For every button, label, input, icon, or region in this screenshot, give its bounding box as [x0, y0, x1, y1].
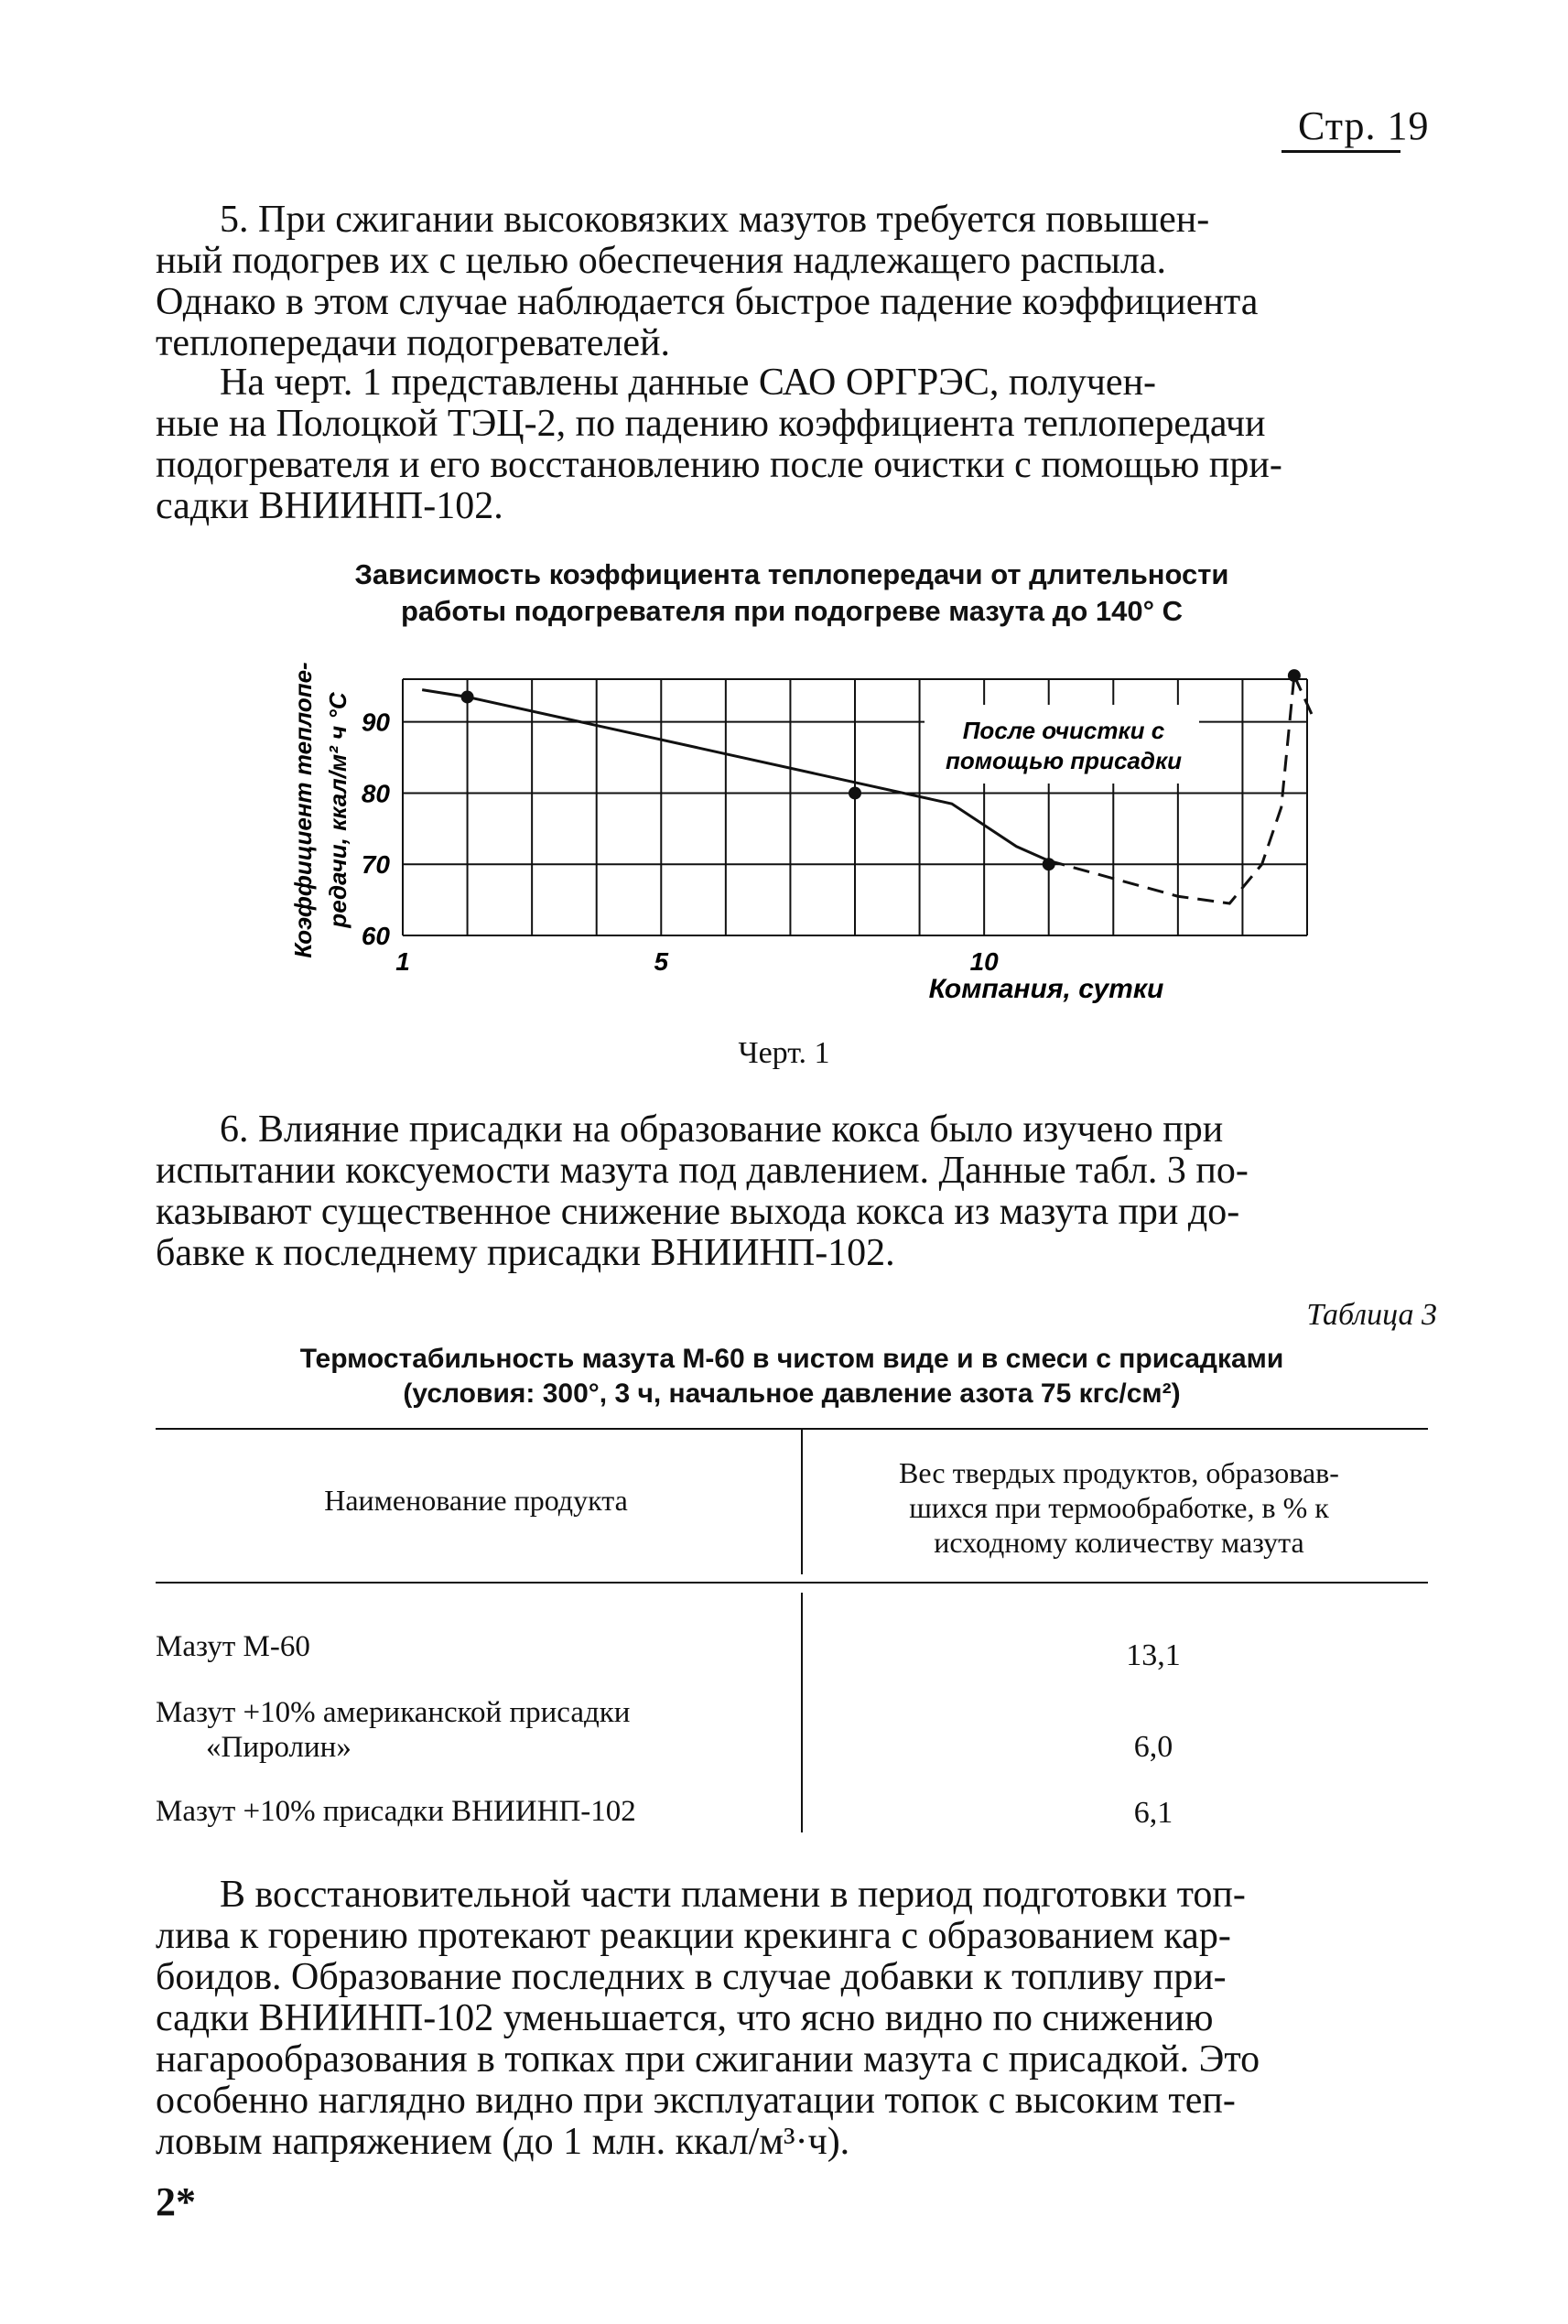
data-point — [461, 690, 474, 703]
text-line: На черт. 1 представлены данные САО ОРГРЭС, получен- — [220, 362, 1157, 404]
text-line: боидов. Образование последних в случае добавки к топливу при- — [156, 1956, 1227, 1998]
series-line — [1294, 676, 1314, 719]
table-header-line: исходному количеству мазута — [934, 1526, 1304, 1559]
text-line: подогревателя и его восстановлению после очистки с помощью при- — [156, 444, 1282, 486]
table-row — [156, 1695, 630, 1765]
chart-grid — [403, 679, 1307, 935]
table-header-line: шихся при термообработке, в % к — [909, 1491, 1329, 1524]
text-line: В восстановительной части пламени в период подготовки топ- — [220, 1874, 1246, 1916]
table-top-rule — [156, 1428, 1428, 1430]
table-header-rule — [156, 1582, 1428, 1584]
text-line: 6. Влияние присадки на образование кокса было изучено при — [220, 1108, 1224, 1151]
page-number: Стр. 19 — [1298, 103, 1430, 148]
text-line: казывают существенное снижение выхода кокса из мазута при до- — [156, 1191, 1240, 1233]
text-line: бавке к последнему присадки ВНИИНП-102. — [156, 1232, 895, 1274]
x-tick-label: 1 — [395, 947, 410, 976]
y-axis-label-line: редачи, ккал/м² ч °С — [324, 692, 351, 928]
table-header-value — [810, 1455, 1428, 1560]
paragraph-final — [156, 1875, 1428, 2163]
y-axis-label-line: Коэффициент теплопе- — [289, 662, 317, 958]
x-tick-label: 10 — [969, 947, 999, 976]
text-line: ный подогрев их с целью обеспечения надлежащего распыла. — [156, 240, 1166, 282]
x-axis-label: Компания, сутки — [928, 974, 1164, 1004]
signature-mark: 2* — [156, 2179, 196, 2224]
data-point — [849, 786, 861, 799]
table-title — [201, 1342, 1382, 1411]
chart-annotation-line: После очистки с — [962, 717, 1165, 744]
chart-title-line: работы подогревателя при подогреве мазута до 140° С — [401, 595, 1183, 627]
text-line: особенно наглядно видно при эксплуатации топок с высоким теп- — [156, 2080, 1236, 2122]
data-point — [1043, 858, 1055, 870]
text-line: теплопередачи подогревателей. — [156, 322, 670, 364]
chart — [0, 0, 1568, 1098]
y-tick-label: 80 — [361, 779, 390, 808]
table-row — [156, 1629, 310, 1664]
data-point — [1288, 669, 1301, 682]
text-line: садки ВНИИНП-102 уменьшается, что ясно видно по снижению — [156, 1997, 1214, 2039]
table-cell-name: Мазут +10% американской присадки — [156, 1696, 631, 1729]
table-header-product: Наименование продукта — [324, 1484, 628, 1517]
table-body-divider — [801, 1593, 803, 1832]
table-cell-value: 6,1 — [1133, 1796, 1173, 1830]
text-line: 5. При сжигании высоковязких мазутов требуется повышен- — [220, 199, 1210, 241]
text-line: лива к горению протекают реакции крекинга с образованием кар- — [156, 1915, 1231, 1957]
text-line: нагарообразования в топках при сжигании мазута с присадкой. Это — [156, 2038, 1260, 2081]
table-title-line: (условия: 300°, 3 ч, начальное давление азота 75 кгс/см²) — [403, 1378, 1181, 1409]
table-header-line: Вес твердых продуктов, образовав- — [899, 1456, 1339, 1489]
paragraph-6 — [156, 1109, 1428, 1274]
table-label: Таблица 3 — [1306, 1298, 1437, 1332]
text-line: ные на Полоцкой ТЭЦ-2, по падению коэффициента теплопередачи — [156, 403, 1266, 445]
table-cell-value: 13,1 — [1126, 1638, 1181, 1672]
x-tick-label: 5 — [654, 947, 669, 976]
y-tick-label: 90 — [361, 708, 390, 737]
table-cell-name: Мазут +10% присадки ВНИИНП-102 — [156, 1795, 636, 1828]
text-line: садки ВНИИНП-102. — [156, 485, 503, 527]
table-row — [156, 1794, 636, 1829]
table-cell-name: Мазут М-60 — [156, 1630, 310, 1663]
text-line: испытании коксуемости мазута под давлением. Данные табл. 3 по- — [156, 1150, 1249, 1192]
y-tick-label: 60 — [361, 922, 390, 950]
chart-title-line: Зависимость коэффициента теплопередачи от длительности — [354, 558, 1229, 590]
table-cell-name: «Пиролин» — [206, 1731, 351, 1764]
text-line: Однако в этом случае наблюдается быстрое падение коэффициента — [156, 281, 1259, 323]
text-line: ловым напряжением (до 1 млн. ккал/м³·ч). — [156, 2121, 850, 2163]
figure-caption: Черт. 1 — [738, 1036, 830, 1070]
table-cell-value: 6,0 — [1133, 1730, 1173, 1764]
table-header-divider — [801, 1428, 803, 1574]
table-title-line: Термостабильность мазута М-60 в чистом виде и в смеси с присадками — [299, 1344, 1284, 1374]
y-tick-label: 70 — [361, 850, 390, 880]
chart-annotation-line: помощью присадки — [945, 747, 1183, 774]
